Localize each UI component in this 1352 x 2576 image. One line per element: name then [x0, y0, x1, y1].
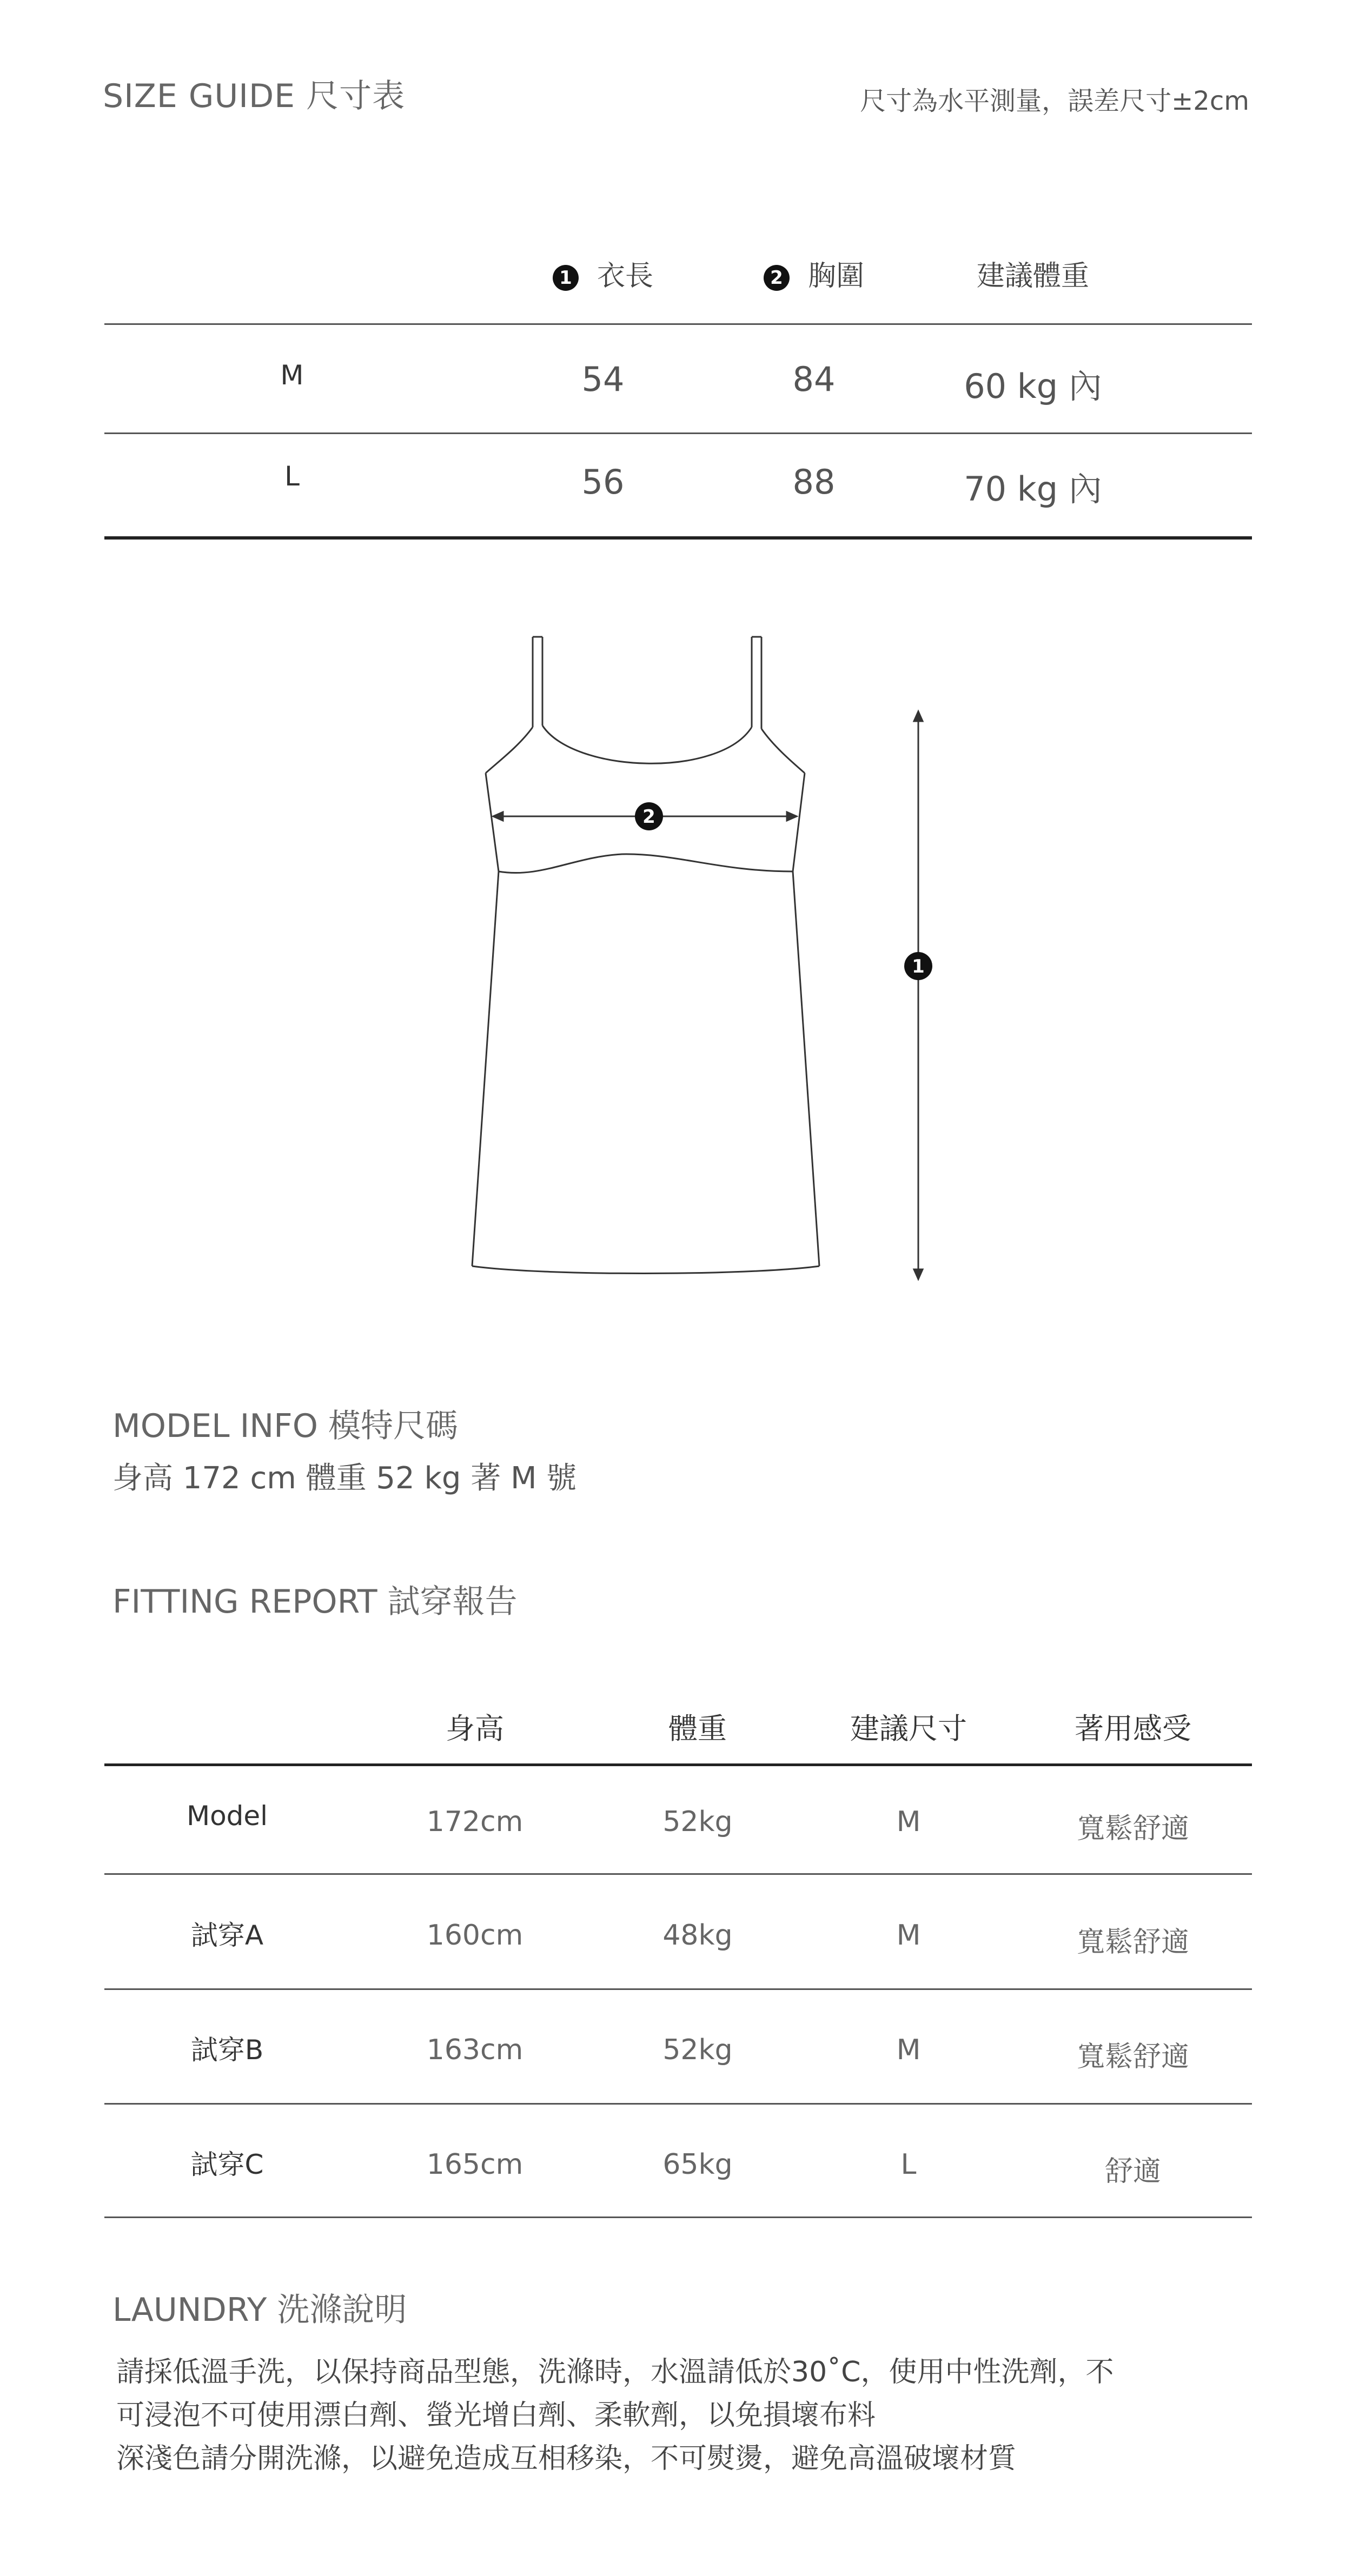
header-size: 建議尺寸 [850, 1712, 967, 1746]
bust-value: 84 [792, 360, 836, 399]
size-table-header-bust [749, 253, 879, 294]
tester-size: M [896, 1806, 921, 1838]
divider [104, 1763, 1252, 1766]
divider [104, 323, 1252, 325]
tester-name: 試穿B [190, 2034, 264, 2066]
header-label: 胸圍 [807, 260, 864, 292]
tester-weight: 52kg [662, 2034, 733, 2066]
size-label: L [284, 461, 300, 492]
underbust-seam [499, 854, 793, 873]
tester-weight: 48kg [662, 1919, 733, 1952]
length-value: 56 [581, 462, 625, 502]
model-info-title: MODEL INFO 模特尺碼 [112, 1407, 458, 1445]
laundry-line: 可浸泡不可使用漂白劑、螢光增白劑、柔軟劑，以免損壞布料 [116, 2399, 876, 2432]
bust-marker-label: 2 [642, 806, 655, 828]
tester-name: 試穿C [190, 2149, 264, 2180]
header-feel: 著用感受 [1075, 1712, 1191, 1746]
tester-feel: 寬鬆舒適 [1076, 1926, 1189, 1959]
tester-height: 160cm [426, 1919, 523, 1952]
hem [472, 1266, 819, 1274]
left-strap [533, 637, 542, 727]
length-arrow [914, 711, 923, 1279]
divider [104, 536, 1252, 540]
garment-diagram [0, 595, 1352, 1297]
tester-weight: 52kg [662, 1806, 733, 1838]
tester-name: Model [186, 1800, 268, 1832]
badge-1-icon: 1 [553, 265, 579, 291]
header-height: 身高 [446, 1712, 504, 1746]
tester-weight: 65kg [662, 2148, 733, 2181]
length-marker [904, 952, 932, 980]
tester-size: L [900, 2148, 917, 2181]
laundry-line: 請採低溫手洗，以保持商品型態，洗滌時，水溫請低於30˚C，使用中性洗劑，不 [116, 2356, 1114, 2388]
bust-marker [635, 802, 663, 830]
page-title: SIZE GUIDE 尺寸表 [103, 77, 406, 115]
tester-name: 試穿A [190, 1920, 264, 1951]
tester-height: 172cm [426, 1806, 523, 1838]
laundry-line: 深淺色請分開洗滌，以避免造成互相移染，不可熨燙，避免高溫破壞材質 [116, 2442, 1017, 2475]
size-table-header-weight: 建議體重 [976, 260, 1089, 292]
model-info-text: 身高 172 cm 體重 52 kg 著 M 號 [112, 1461, 577, 1496]
tester-feel: 寬鬆舒適 [1076, 2041, 1189, 2073]
divider [104, 432, 1252, 434]
tester-height: 163cm [426, 2034, 523, 2066]
right-strap [752, 637, 761, 729]
fitting-report-title: FITTING REPORT 試穿報告 [112, 1583, 518, 1621]
size-label: M [280, 360, 304, 391]
header-weight: 體重 [668, 1712, 727, 1746]
tester-feel: 舒適 [1104, 2155, 1161, 2188]
divider [104, 1873, 1252, 1875]
neckline [542, 725, 752, 763]
header-label: 衣長 [597, 260, 653, 292]
weight-value: 70 kg 內 [964, 469, 1102, 509]
measurement-note: 尺寸為水平測量，誤差尺寸±2cm [860, 86, 1249, 116]
length-value: 54 [581, 360, 625, 399]
laundry-title: LAUNDRY 洗滌說明 [112, 2291, 407, 2329]
length-marker-label: 1 [912, 956, 925, 977]
divider [104, 1988, 1252, 1990]
badge-2-icon: 2 [764, 265, 790, 291]
tester-size: M [896, 2034, 921, 2066]
tester-height: 165cm [426, 2148, 523, 2181]
divider [104, 2103, 1252, 2105]
tester-size: M [896, 1919, 921, 1952]
divider [104, 2216, 1252, 2218]
tester-feel: 寬鬆舒適 [1076, 1813, 1189, 1845]
weight-value: 60 kg 內 [964, 367, 1102, 406]
size-table-header-length [535, 253, 671, 294]
bust-value: 88 [792, 462, 836, 502]
